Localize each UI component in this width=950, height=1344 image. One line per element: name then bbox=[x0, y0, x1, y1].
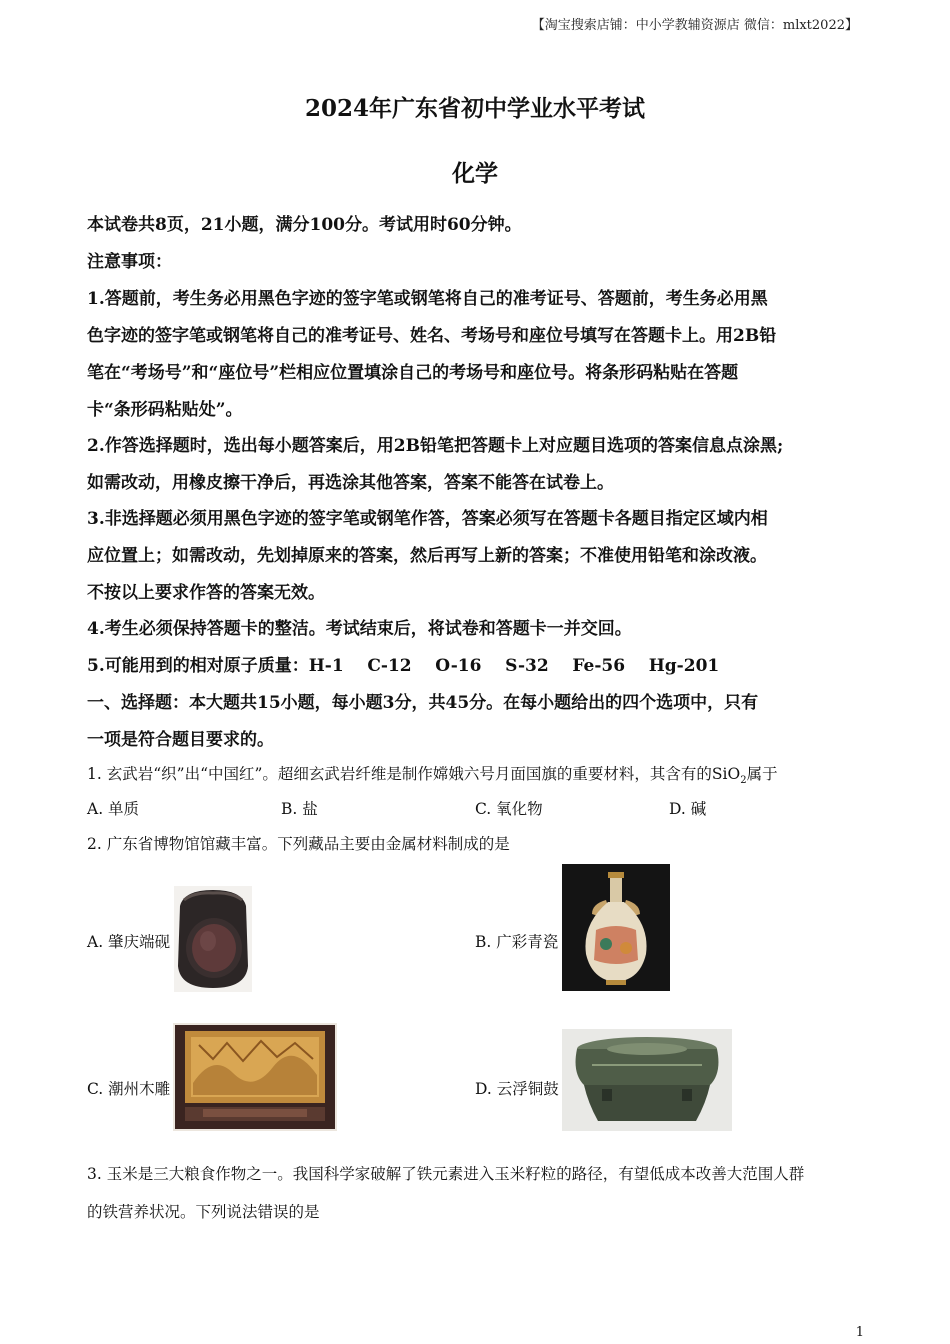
q1-option-c: C. 氧化物 bbox=[475, 800, 543, 818]
note-line: 卡“条形码粘贴处”。 bbox=[87, 400, 243, 420]
section-heading: 一、选择题：本大题共15小题，每小题3分，共45分。在每小题给出的四个选项中，只有 bbox=[87, 693, 759, 713]
q3-stem-line: 3. 玉米是三大粮食作物之一。我国科学家破解了铁元素进入玉米籽粒的路径，有望低成本改善大范围人群 bbox=[87, 1165, 805, 1183]
q1-option-d: D. 碱 bbox=[669, 800, 707, 818]
note-line: 笔在“考场号”和“座位号”栏相应位置填涂自己的考场号和座位号。将条形码粘贴在答题 bbox=[87, 363, 739, 383]
page-number: 1 bbox=[855, 1325, 864, 1340]
exam-title: 2024年广东省初中学业水平考试 bbox=[304, 95, 645, 122]
exam-intro: 本试卷共8页，21小题，满分100分。考试用时60分钟。 bbox=[87, 215, 522, 235]
q1-option-a: A. 单质 bbox=[87, 800, 140, 818]
q2-option-c: C. 潮州木雕 bbox=[87, 1080, 171, 1098]
note-line: 如需改动，用橡皮擦干净后，再选涂其他答案，答案不能答在试卷上。 bbox=[87, 473, 614, 493]
note-line: 2.作答选择题时，选出每小题答案后，用2B铅笔把答题卡上对应题目选项的答案信息点涂黑; bbox=[87, 436, 784, 456]
q3-stem-line: 的铁营养状况。下列说法错误的是 bbox=[87, 1203, 320, 1221]
notes-heading: 注意事项： bbox=[87, 252, 172, 272]
q1-stem: 1. 玄武岩“织”出“中国红”。超细玄武岩纤维是制作嫦娥六号月面国旗的重要材料，其含有的SiO$_2$属于 bbox=[87, 765, 778, 787]
atomic-mass-line: 5.可能用到的相对原子质量：H-1 C-12 O-16 S-32 Fe-56 Hg-201 bbox=[87, 656, 720, 676]
wood-carving-image bbox=[173, 1023, 337, 1131]
note-line: 1.答题前，考生务必用黑色字迹的签字笔或钢笔将自己的准考证号、答题前，考生务必用黑 bbox=[87, 289, 768, 309]
subject-title: 化学 bbox=[452, 160, 498, 187]
q2-stem: 2. 广东省博物馆馆藏丰富。下列藏品主要由金属材料制成的是 bbox=[87, 835, 510, 853]
bronze-drum-image bbox=[562, 1029, 732, 1131]
note-line: 色字迹的签字笔或钢笔将自己的准考证号、姓名、考场号和座位号填写在答题卡上。用2B铅 bbox=[87, 326, 777, 346]
header-note: 【淘宝搜索店铺：中小学教辅资源店 微信：mlxt2022】 bbox=[531, 18, 858, 33]
note-line: 4.考生必须保持答题卡的整洁。考试结束后，将试卷和答题卡一并交回。 bbox=[87, 619, 632, 639]
section-heading: 一项是符合题目要求的。 bbox=[87, 730, 274, 750]
note-line: 3.非选择题必须用黑色字迹的签字笔或钢笔作答，答案必须写在答题卡各题目指定区域内相 bbox=[87, 509, 768, 529]
q2-option-b: B. 广彩青瓷 bbox=[475, 933, 559, 951]
note-line: 不按以上要求作答的答案无效。 bbox=[87, 583, 325, 603]
q1-option-b: B. 盐 bbox=[281, 800, 318, 818]
q2-option-a: A. 肇庆端砚 bbox=[87, 933, 171, 951]
q2-option-d: D. 云浮铜鼓 bbox=[475, 1080, 559, 1098]
inkstone-image bbox=[174, 886, 252, 992]
porcelain-vase-image bbox=[562, 864, 670, 991]
note-line: 应位置上；如需改动，先划掉原来的答案，然后再写上新的答案；不准使用铅笔和涂改液。 bbox=[87, 546, 767, 566]
